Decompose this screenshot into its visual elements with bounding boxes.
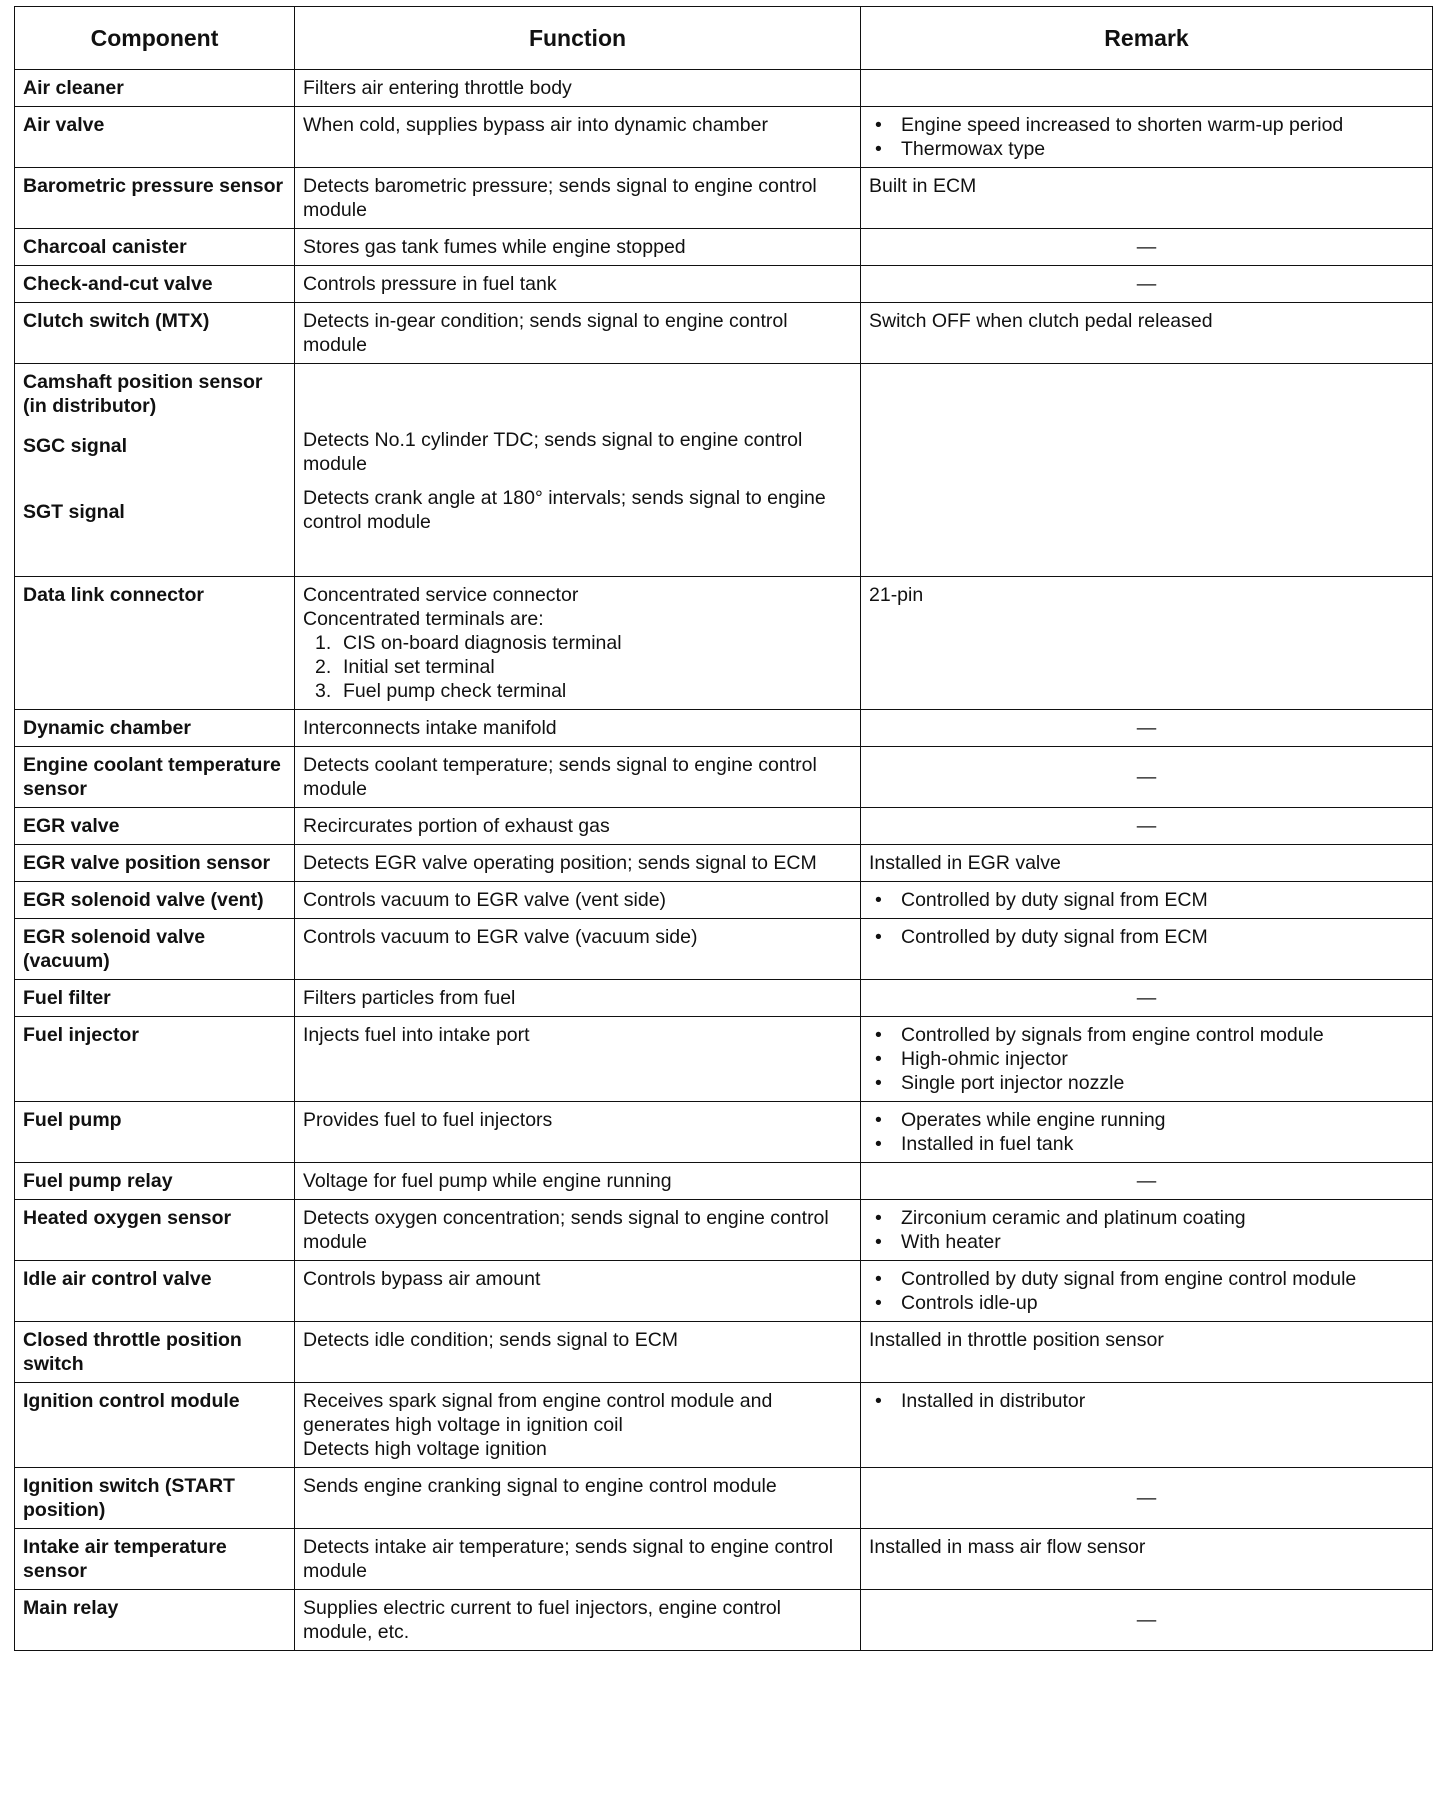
function-cell — [295, 1383, 861, 1468]
table-row — [15, 577, 1433, 710]
function-cell: Detects EGR valve operating position; sends signal to ECM — [295, 845, 861, 882]
sgc-signal-function: Detects No.1 cylinder TDC; sends signal to engine control module — [303, 429, 803, 475]
table-row — [15, 1261, 1433, 1322]
component-cell: Intake air temperature sensor — [15, 1529, 295, 1590]
remark-cell — [861, 1261, 1433, 1322]
remark-bullet: • Controlled by duty signal from ECM — [869, 888, 1424, 912]
remark-cell: Installed in throttle position sensor — [861, 1322, 1433, 1383]
table-row — [15, 229, 1433, 266]
function-cell: Detects oxygen concentration; sends signal to engine control module — [295, 1200, 861, 1261]
remark-cell: Installed in mass air flow sensor — [861, 1529, 1433, 1590]
function-cell: Sends engine cranking signal to engine control module — [295, 1468, 861, 1529]
remark-bullet: • High-ohmic injector — [869, 1047, 1424, 1071]
table-row — [15, 303, 1433, 364]
remark-cell — [861, 107, 1433, 168]
remark-bullet: • Controls idle-up — [869, 1291, 1424, 1315]
function-cell: Detects intake air temperature; sends signal to engine control module — [295, 1529, 861, 1590]
table-row — [15, 919, 1433, 980]
remark-cell: 21-pin — [861, 577, 1433, 710]
remark-list — [869, 1108, 1424, 1156]
function-cell: Recircurates portion of exhaust gas — [295, 808, 861, 845]
function-cell: Controls bypass air amount — [295, 1261, 861, 1322]
function-cell: Controls vacuum to EGR valve (vent side) — [295, 882, 861, 919]
remark-cell: — — [861, 266, 1433, 303]
remark-cell: Switch OFF when clutch pedal released — [861, 303, 1433, 364]
remark-bullet: • Engine speed increased to shorten warm-up period — [869, 113, 1424, 137]
function-cell: Filters particles from fuel — [295, 980, 861, 1017]
function-cell — [295, 364, 861, 577]
component-cell: EGR solenoid valve (vent) — [15, 882, 295, 919]
table-row — [15, 1322, 1433, 1383]
component-cell: Air cleaner — [15, 70, 295, 107]
component-cell: Idle air control valve — [15, 1261, 295, 1322]
remark-list — [869, 888, 1424, 912]
sgt-signal-label: SGT signal — [23, 501, 125, 523]
table-row — [15, 364, 1433, 577]
component-cell: Fuel injector — [15, 1017, 295, 1102]
remark-cell — [861, 1383, 1433, 1468]
component-cell: Air valve — [15, 107, 295, 168]
remark-cell: — — [861, 1590, 1433, 1651]
component-cell: EGR valve position sensor — [15, 845, 295, 882]
component-cell: Clutch switch (MTX) — [15, 303, 295, 364]
function-line: Concentrated service connector — [303, 584, 579, 606]
table-row — [15, 1017, 1433, 1102]
remark-cell — [861, 919, 1433, 980]
remark-cell: — — [861, 980, 1433, 1017]
remark-bullet: • Operates while engine running — [869, 1108, 1424, 1132]
component-cell: Heated oxygen sensor — [15, 1200, 295, 1261]
remark-cell: — — [861, 710, 1433, 747]
table-row — [15, 1529, 1433, 1590]
component-cell: Data link connector — [15, 577, 295, 710]
component-cell: EGR valve — [15, 808, 295, 845]
terminal-item: 1. CIS on-board diagnosis terminal — [315, 632, 622, 654]
component-cell: Engine coolant temperature sensor — [15, 747, 295, 808]
component-cell: EGR solenoid valve (vacuum) — [15, 919, 295, 980]
component-cell: Dynamic chamber — [15, 710, 295, 747]
remark-cell — [861, 882, 1433, 919]
component-cell: Ignition control module — [15, 1383, 295, 1468]
component-cell: Charcoal canister — [15, 229, 295, 266]
remark-bullet: • Controlled by signals from engine control module — [869, 1023, 1424, 1047]
table-row — [15, 107, 1433, 168]
remark-list — [869, 1023, 1424, 1095]
remark-bullet: • Installed in distributor — [869, 1389, 1424, 1413]
remark-bullet: • Zirconium ceramic and platinum coating — [869, 1206, 1424, 1230]
remark-bullet: • Controlled by duty signal from ECM — [869, 925, 1424, 949]
function-subline: Detects high voltage ignition — [303, 1438, 547, 1460]
table-row — [15, 1102, 1433, 1163]
remark-list — [869, 1267, 1424, 1315]
remark-bullet: • Installed in fuel tank — [869, 1132, 1424, 1156]
function-cell: Voltage for fuel pump while engine running — [295, 1163, 861, 1200]
remark-cell: — — [861, 1468, 1433, 1529]
table-row — [15, 1590, 1433, 1651]
component-cell — [15, 364, 295, 577]
remark-cell — [861, 1017, 1433, 1102]
function-cell: Stores gas tank fumes while engine stopped — [295, 229, 861, 266]
table-row — [15, 1468, 1433, 1529]
remark-cell: — — [861, 229, 1433, 266]
terminal-item: 2. Initial set terminal — [315, 656, 495, 678]
remark-bullet: • Thermowax type — [869, 137, 1424, 161]
remark-cell: — — [861, 808, 1433, 845]
component-cell: Main relay — [15, 1590, 295, 1651]
component-cell: Closed throttle position switch — [15, 1322, 295, 1383]
component-table — [14, 6, 1433, 1651]
remark-cell — [861, 1102, 1433, 1163]
table-row — [15, 168, 1433, 229]
header-function: Function — [295, 7, 861, 70]
function-cell: Provides fuel to fuel injectors — [295, 1102, 861, 1163]
table-row — [15, 882, 1433, 919]
header-component: Component — [15, 7, 295, 70]
remark-cell: — — [861, 1163, 1433, 1200]
function-cell: Detects idle condition; sends signal to ECM — [295, 1322, 861, 1383]
function-cell: When cold, supplies bypass air into dynamic chamber — [295, 107, 861, 168]
function-cell: Injects fuel into intake port — [295, 1017, 861, 1102]
remark-cell — [861, 1200, 1433, 1261]
table-row — [15, 1383, 1433, 1468]
terminal-item: 3. Fuel pump check terminal — [315, 680, 567, 702]
remark-bullet: • Single port injector nozzle — [869, 1071, 1424, 1095]
table-row — [15, 808, 1433, 845]
table-row — [15, 1200, 1433, 1261]
function-cell: Detects coolant temperature; sends signal to engine control module — [295, 747, 861, 808]
remark-list — [869, 925, 1424, 949]
component-cell: Ignition switch (START position) — [15, 1468, 295, 1529]
component-cell: Fuel filter — [15, 980, 295, 1017]
table-row — [15, 980, 1433, 1017]
remark-cell: — — [861, 747, 1433, 808]
table-row — [15, 845, 1433, 882]
component-cell: Fuel pump — [15, 1102, 295, 1163]
remark-list — [869, 113, 1424, 161]
remark-bullet: • With heater — [869, 1230, 1424, 1254]
function-cell: Controls pressure in fuel tank — [295, 266, 861, 303]
header-row — [15, 7, 1433, 70]
remark-cell: Installed in EGR valve — [861, 845, 1433, 882]
function-cell: Supplies electric current to fuel injectors, engine control module, etc. — [295, 1590, 861, 1651]
remark-list — [869, 1389, 1424, 1413]
remark-bullet: • Controlled by duty signal from engine control module — [869, 1267, 1424, 1291]
table-row — [15, 266, 1433, 303]
table-row — [15, 710, 1433, 747]
sgt-signal-function: Detects crank angle at 180° intervals; sends signal to engine control module — [303, 487, 826, 533]
remark-list — [869, 1206, 1424, 1254]
function-cell: Detects barometric pressure; sends signal to engine control module — [295, 168, 861, 229]
function-cell: Filters air entering throttle body — [295, 70, 861, 107]
header-remark: Remark — [861, 7, 1433, 70]
function-line: Receives spark signal from engine control module and generates high voltage in ignition coil — [303, 1390, 773, 1436]
terminal-list — [303, 631, 852, 703]
function-cell: Controls vacuum to EGR valve (vacuum side) — [295, 919, 861, 980]
function-cell: Interconnects intake manifold — [295, 710, 861, 747]
table-row — [15, 1163, 1433, 1200]
remark-cell: Built in ECM — [861, 168, 1433, 229]
sgc-signal-label: SGC signal — [23, 435, 128, 457]
function-subline: Concentrated terminals are: — [303, 608, 544, 630]
component-table-page — [14, 6, 1432, 1651]
component-name: Camshaft position sensor (in distributor) — [23, 371, 263, 417]
component-cell: Fuel pump relay — [15, 1163, 295, 1200]
function-cell: Detects in-gear condition; sends signal to engine control module — [295, 303, 861, 364]
table-row — [15, 70, 1433, 107]
function-cell — [295, 577, 861, 710]
remark-cell — [861, 364, 1433, 577]
component-cell: Check-and-cut valve — [15, 266, 295, 303]
component-cell: Barometric pressure sensor — [15, 168, 295, 229]
remark-cell — [861, 70, 1433, 107]
table-row — [15, 747, 1433, 808]
